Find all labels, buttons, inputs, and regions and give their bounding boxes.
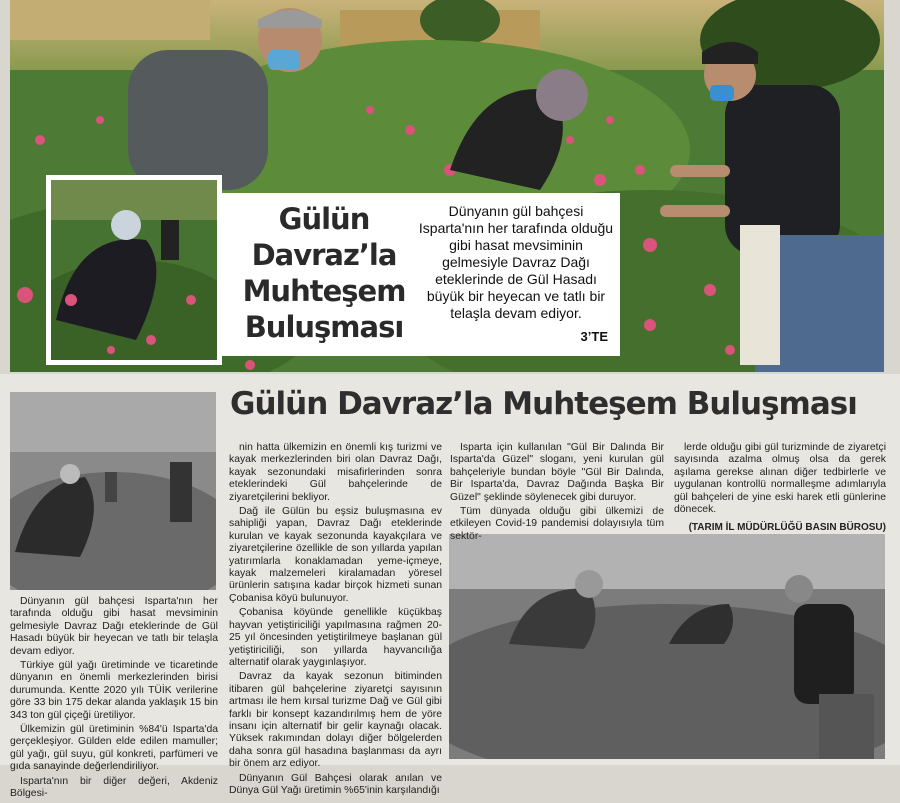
source-credit: (TARIM İL MÜDÜRLÜĞÜ BASIN BÜROSU)	[688, 522, 886, 534]
article-column-4	[674, 442, 886, 535]
paragraph: Dünyanın gül bahçesi Isparta'nın her tarafında olduğu gibi hasat mevsiminin gelmesiyle Davraz Dağı eteklerinde de Gül Hasadı büyük bir heyecan ve tatlı bir telaşla devam ediyor.	[10, 596, 218, 657]
headline-line: Gülün	[278, 202, 370, 236]
article-column-3	[450, 442, 664, 545]
article-column-2	[229, 442, 442, 799]
lead-paragraph: Dünyanın gül bahçesi Isparta'nın her tarafında olduğu gibi hasat mevsiminin gelmesiyle Davraz Dağı eteklerinde de Gül Hasadı büyük bir heyecan ve tatlı bir telaşla devam ediyor.	[418, 203, 614, 321]
inset-photo	[51, 180, 217, 360]
headline-line: Buluşması	[244, 310, 404, 344]
paragraph: Ülkemizin gül üretiminin %84'ü Isparta'da gerçekleşiyor. Gülden elde edilen mamuller; gül yağı, gül suyu, gül konkreti, parfümeri ve gıda sanayinde değerlendiriliyor.	[10, 724, 218, 773]
article-column-1	[10, 596, 218, 803]
page-reference: 3’TE	[580, 329, 608, 344]
bw-photo-1	[10, 392, 216, 590]
article-section	[0, 374, 900, 800]
bw-photo-2	[449, 534, 885, 759]
article-title: Gülün Davraz’la Muhteşem Buluşması	[230, 386, 857, 422]
headline-box	[222, 193, 620, 356]
paragraph: lerde olduğu gibi gül turizminde de ziyaretçi sayısında azalma olmuş olsa da gerek aşılama gerekse alınan diğer tedbirlerle ve uygulanan kontrollü normalleşme adımlarıyla gül bahçeleri de yine eski harek etli günlerine dönecek.	[674, 442, 886, 516]
paragraph: Dünyanın Gül Bahçesi olarak anılan ve Dünya Gül Yağı üretimin %65'inin karşılandığı	[229, 772, 442, 796]
headline-line: Davraz’la	[251, 238, 397, 272]
bw-field-photo	[10, 392, 216, 590]
bw-harvest-photo	[449, 534, 885, 759]
paragraph: Isparta için kullanılan "Gül Bir Dalında Bir Isparta'da Güzel" sloganı, yeni kurulan gül bahçeleriyle bundan böyle "Gül Bir Dalında, Bir Isparta'da, Davraz Dağında Başka Bir Güzel" şeklinde söylenecek gibi duruyor.	[450, 442, 664, 503]
paragraph: Isparta'nın bir diğer değeri, Akdeniz Bölgesi-	[10, 775, 218, 800]
headline	[234, 201, 414, 345]
paragraph: Tüm dünyada olduğu gibi ülkemizi de etkileyen Covid-19 pandemisi dolayısıyla tüm sektör-	[450, 506, 664, 542]
paragraph: Çobanisa köyünde genellikle küçükbaş hayvan yetiştiriciliği yapılmasına rağmen 20-25 yıl öncesinden yetiştirilmeye başlanan gül yetiştiriciliği, son yıllarda hayvancılığa alternatif olarak yaygınlaşıyor.	[229, 607, 442, 668]
headline-line: Muhteşem	[242, 274, 406, 308]
inset-photo-frame	[46, 175, 222, 365]
paragraph: Davraz da kayak sezonun bitiminden itibaren gül bahçelerine ziyaretçi sayısının artması ile hem kırsal turizme Dağ ve Gül gibi farklı bir konsept kazandırılmış hem de yöre insanı için alternatif bir gelir kaynağı olacak. Yüksek rakımından dolayı diğer bölgelerden daha sonra gül hasadına başlanması da ayrı bir önem arz ediyor.	[229, 671, 442, 770]
paragraph: Türkiye gül yağı üretiminde ve ticaretinde dünyanın en önemli merkezlerinden birisi durumunda. Kentte 2020 yılı TÜİK verilerine göre 33 bin 175 dekar alanda yaklaşık 15 bin 343 ton gül çiçeği üretiliyor.	[10, 660, 218, 721]
paragraph: nin hatta ülkemizin en önemli kış turizmi ve kayak merkezlerinden biri olan Davraz Dağı, kayak sezonundaki misafirlerinden sonra eteklerindeki Gül bahçelerinde de ziyaretçilerini bekliyor.	[229, 442, 442, 503]
paragraph: Dağ ile Gülün bu eşsiz buluşmasına ev sahipliği yapan, Davraz Dağı eteklerinde kurulan ve kayak sezonunda kayakçılara ve ziyaretçilerine özellikle de son yıllarda yapılan yatırımlarla konaklamadan yeme-içmeye, kayak malzemeleri kiralamadan yöresel ürünlerin satışına kadar birçok hizmeti sunan Çobanisa köyü bulunuyor.	[229, 506, 442, 604]
